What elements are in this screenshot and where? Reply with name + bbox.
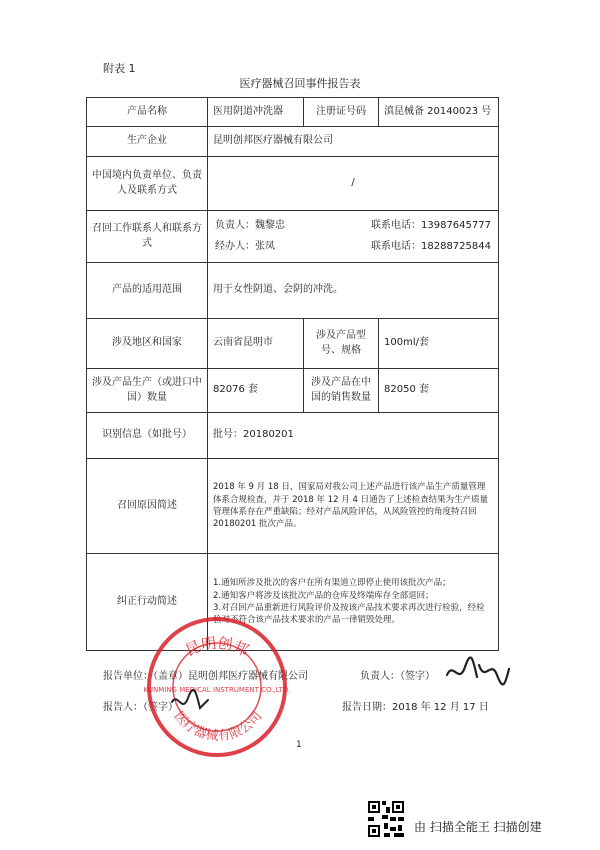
qr-code-icon [366,799,406,839]
report-unit-label: 报告单位：（盖章）昆明创邦医疗器械有限公司 [103,671,308,682]
report-date-label: 报告日期：2018 年 12 月 17 日 [342,702,489,713]
responsible-contact-row [213,216,493,237]
reporter-signature [168,688,212,718]
manufacturer-value: 昆明创邦医疗器械有限公司 [208,127,499,157]
sales-qty-label: 涉及产品在中国的销售数量 [304,369,379,413]
operator-person: 经办人：张凤 [215,240,275,252]
recall-report-table [86,97,499,651]
responsible-phone: 联系电话：13987645777 [371,220,491,231]
china-agent-value: / [208,157,499,211]
product-name-label: 产品名称 [87,98,208,127]
action-item: 3.对召回产品重新进行风险评价及按该产品技术要求再次进行检验，经检验对不符合该产品技术要求的产品一律销毁处理。 [213,603,485,626]
production-qty-label: 涉及产品生产（或进口中国）数量 [87,369,208,413]
reg-no-value: 滇昆械备 20140023 号 [379,98,499,127]
china-agent-label: 中国境内负责单位、负责人及联系方式 [87,157,208,211]
recall-contact-label: 召回工作联系人和联系方式 [87,211,208,263]
manufacturer-label: 生产企业 [87,127,208,157]
action-item: 2.通知客户将涉及该批次产品的仓库及终端库存全部退回； [213,590,434,601]
document-title: 医疗器械召回事件报告表 [239,77,361,90]
id-label: 识别信息（如批号） [87,413,208,459]
action-label: 纠正行动简述 [87,554,208,651]
id-value: 批号：20180201 [208,413,499,459]
sales-qty-value: 82050 套 [379,369,499,413]
scope-label: 产品的适用范围 [87,263,208,319]
model-label: 涉及产品型号、规格 [304,319,379,369]
reason-label: 召回原因简述 [87,459,208,554]
production-qty-value: 82076 套 [208,369,304,413]
seal-en-text: KUNMING MEDICAL INSTRUMENT CO.,LTD. [143,686,291,694]
reason-value: 2018 年 9 月 18 日，国家局对我公司上述产品进行该产品生产质量管理体系合规检查，并于 2018 年 12 月 4 日通告了上述检查结果为生产质量管理体系存在严重缺陷；经对产品风险评估，从风险管控的角度特召回 20180201 批次产品。 [208,459,499,554]
company-seal [142,612,292,762]
scanner-watermark: 由 扫描全能王 扫描创建 [414,820,542,834]
seal-bottom-text: 医疗器械有限公司 [170,708,266,745]
reporter-sign-label: 报告人：（签字） [103,702,178,713]
model-value: 100ml/套 [379,319,499,369]
annex-label: 附表 1 [103,62,136,75]
action-item: 1.通知所涉及批次的客户在所有渠道立即停止使用该批次产品； [213,578,451,589]
reg-no-label: 注册证号码 [304,98,379,127]
scope-value: 用于女性阴道、会阴的冲洗。 [208,263,499,319]
seal-top-text: 昆明创邦 [182,633,252,660]
recall-contact-cell [208,211,499,263]
responsible-person: 负责人：魏黎忠 [215,220,285,231]
operator-contact-row [213,237,493,258]
region-label: 涉及地区和国家 [87,319,208,369]
responsible-signature [443,655,513,689]
product-name-value: 医用阴道冲洗器 [208,98,304,127]
responsible-sign-label: 负责人：（签字） [360,671,435,682]
page-number: 1 [296,740,302,750]
operator-phone: 联系电话：18288725844 [371,240,491,252]
region-value: 云南省昆明市 [208,319,304,369]
